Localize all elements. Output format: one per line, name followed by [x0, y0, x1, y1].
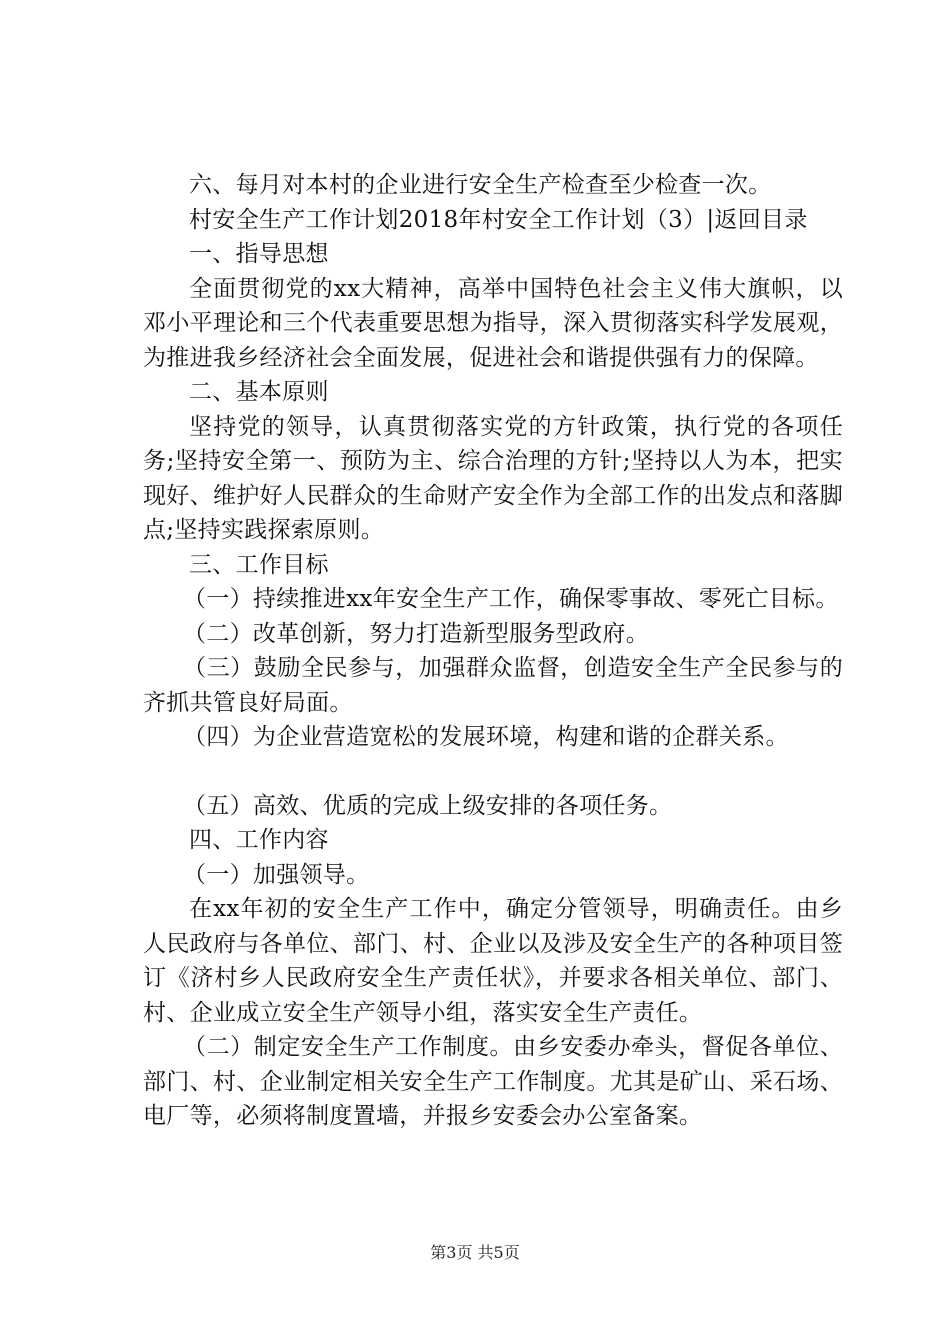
heading-guiding-ideology: 一、指导思想 [189, 241, 329, 267]
heading-basic-principles: 二、基本原则 [189, 379, 329, 405]
goal-item-5: （五）高效、优质的完成上级安排的各项任务。 [183, 792, 673, 819]
paragraph-item-6: 六、每月对本村的企业进行安全生产检查至少检查一次。 [189, 172, 772, 198]
heading-work-content: 四、工作内容 [189, 827, 329, 853]
paragraph-guiding-ideology: 全面贯彻党的xx大精神，高举中国特色社会主义伟大旗帜，以邓小平理论和三个代表重要思想为指导，深入贯彻落实科学发展观，为推进我乡经济社会全面发展，促进社会和谐提供强有力的保障。 [143, 275, 843, 371]
goal-item-1: （一）持续推进xx年安全生产工作，确保零事故、零死亡目标。 [183, 586, 839, 612]
document-body [143, 168, 843, 1134]
goal-item-4: （四）为企业营造宽松的发展环境，构建和谐的企群关系。 [183, 724, 789, 750]
page-footer: 第3页 共5页 [430, 1243, 520, 1262]
content-item-1-title: （一）加强领导。 [183, 861, 370, 888]
blank-line [143, 755, 843, 789]
paragraph-basic-principles: 坚持党的领导，认真贯彻落实党的方针政策，执行党的各项任务;坚持安全第一、预防为主、综合治理的方针;坚持以人为本，把实现好、维护好人民群众的生命财产安全作为全部工作的出发点和落脚点;坚持实践探索原则。 [143, 413, 843, 543]
goal-item-2: （二）改革创新，努力打造新型服务型政府。 [183, 620, 649, 647]
heading-work-goals: 三、工作目标 [189, 551, 329, 578]
content-item-2: （二）制定安全生产工作制度。由乡安委办牵头，督促各单位、部门、村、企业制定相关安全生产工作制度。尤其是矿山、采石场、电厂等，必须将制度置墙，并报乡安委会办公室备案。 [143, 1034, 843, 1129]
goal-item-3: （三）鼓励全民参与，加强群众监督，创造安全生产全民参与的齐抓共管良好局面。 [143, 655, 843, 716]
content-item-1-body: 在xx年初的安全生产工作中，确定分管领导，明确责任。由乡人民政府与各单位、部门、村、企业以及涉及安全生产的各种项目签订《济村乡人民政府安全生产责任状》，并要求各相关单位、部门、村、企业成立安全生产领导小组，落实安全生产责任。 [143, 896, 843, 1026]
section-link-heading[interactable]: 村安全生产工作计划2018年村安全工作计划（3）|返回目录 [189, 206, 808, 233]
